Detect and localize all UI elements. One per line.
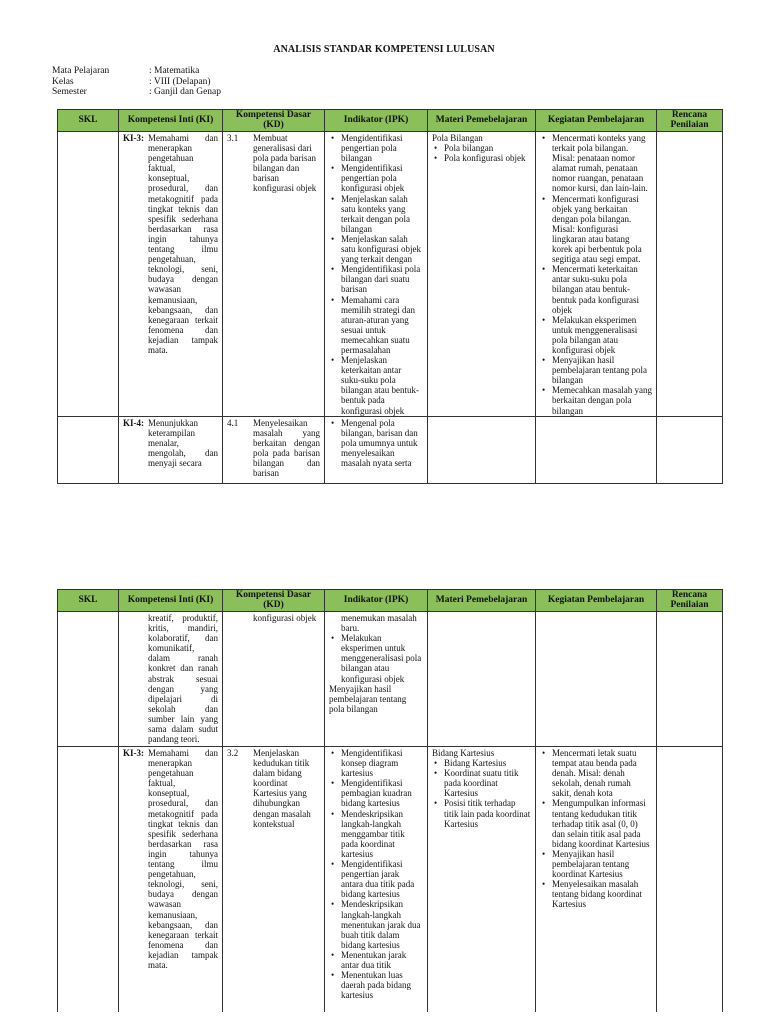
materi-list: [432, 143, 531, 163]
materi-cell: [428, 416, 536, 478]
meta-row-semester: [52, 87, 221, 98]
list-item: • Menyelesaikan masalah tentang bidang koordinat Kartesius: [540, 879, 652, 909]
table-header-row: [58, 110, 723, 132]
penilaian-cell: [657, 416, 723, 478]
skl-cell: [58, 612, 119, 747]
ki-text: Menunjukkan keterampilan menalar, mengolah, dan menyaji secara: [148, 417, 218, 468]
list-item: • Memecahkan masalah yang berkaitan dengan pola bilangan: [540, 385, 652, 415]
penilaian-cell: [657, 132, 723, 417]
list-item: • Mengidentifikasi pengertian pola konfigurasi objek: [329, 163, 423, 193]
ki-cell: [119, 612, 223, 747]
ki-text: kreatif, produktif, kritis, mandiri, kolaboratif, dan komunikatif, dalam ranah konkret dan ranah abstrak sesuai dengan yang dipelajari di sekolah dan sumber lain yang sama dalam sudut pandang teori.: [148, 613, 218, 745]
ipk-cell: [325, 612, 428, 747]
list-item: • Mengidentifikasi pembagian kuadran bidang kartesius: [329, 778, 423, 808]
ipk-list: [329, 133, 423, 416]
kd-number: 4.1: [227, 417, 239, 428]
kegiatan-cell: [536, 132, 657, 417]
ipk-list: [329, 748, 423, 1000]
list-item: • Menyajikan hasil pembelajaran tentang koordinat Kartesius: [540, 849, 652, 879]
ki-cell: [119, 747, 223, 1012]
list-item: • Pola konfigurasi objek: [432, 153, 531, 163]
header-ipk: Indikator (IPK): [325, 110, 428, 132]
ki-code: KI-4:: [123, 417, 144, 428]
list-item: • Melakukan eksperimen untuk menggeneralisasi pola bilangan atau konfigurasi objek: [540, 315, 652, 355]
table-header-row: [58, 590, 723, 612]
list-item: • Memahami cara memilih strategi dan aturan-aturan yang sesuai untuk memecahkan suatu permasalahan: [329, 295, 423, 356]
meta-row-subject: [52, 66, 221, 77]
kegiatan-list: [540, 133, 652, 416]
kd-cell: [223, 416, 325, 478]
meta-label: Kelas: [52, 76, 74, 87]
skl-table: [57, 589, 723, 1012]
list-item: • Mencermati konteks yang terkait pola bilangan. Misal: penataan nomor alamat rumah, penataan nomor ruangan, penataan nomor kursi, dan lain-lain.: [540, 133, 652, 194]
meta-value: : Matematika: [149, 66, 200, 76]
materi-cell: [428, 132, 536, 417]
kegiatan-cell: [536, 747, 657, 1012]
meta-value: : VIII (Delapan): [149, 76, 211, 87]
materi-title: Pola Bilangan: [432, 133, 483, 143]
header-kd: Kompetensi Dasar (KD): [223, 590, 325, 612]
ki-cell: [119, 416, 223, 478]
ipk-note: Menyajikan hasil pembelajaran tentang pola bilangan: [329, 683, 407, 714]
ipk-continuation: menemukan masalah baru.: [341, 613, 417, 634]
materi-cell: [428, 747, 536, 1012]
header-kegiatan: Kegiatan Pembelajaran: [536, 590, 657, 612]
ipk-cell: [325, 132, 428, 417]
kd-text: Menjelaskan kedudukan titik dalam bidang koordinat Kartesius yang dihubungkan dengan masalah kontekstual: [253, 748, 311, 829]
ki-text: Memahami dan menerapkan pengetahuan faktual, konseptual, prosedural, dan metakognitif pada tingkat teknis dan spesifik sederhana berdasarkan rasa ingin tahunya tentang ilmu pengetahuan, teknologi, seni, budaya dengan wawasan kemanusiaan, kebangsaan, dan kenegaraan terkait fenomena dan kejadian tampak mata.: [148, 748, 218, 970]
kd-text: Menyelesaikan masalah yang berkaitan dengan pola pada barisan bilangan dan barisan: [253, 417, 320, 479]
kd-text: Membuat generalisasi dari pola pada barisan bilangan dan barisan konfigurasi objek: [253, 133, 317, 194]
list-item: • Pola bilangan: [432, 143, 531, 153]
materi-cell: [428, 612, 536, 747]
kd-cell: [223, 132, 325, 417]
header-penilaian: Rencana Penilaian: [657, 110, 723, 132]
penilaian-cell: [657, 747, 723, 1012]
list-item: • Mengidentifikasi pola bilangan dari suatu barisan: [329, 264, 423, 294]
materi-list: [432, 758, 531, 829]
ki-text: Memahami dan menerapkan pengetahuan faktual, konseptual, prosedural, dan metakognitif pada tingkat teknis dan spesifik sederhana berdasarkan rasa ingin tahunya tentang ilmu pengetahuan, teknologi, seni, budaya dengan wawasan kemanusiaan, kebangsaan, dan kenegaraan terkait fenomena dan kejadian tampak mata.: [148, 133, 218, 355]
kegiatan-cell: [536, 612, 657, 747]
header-ipk: Indikator (IPK): [325, 590, 428, 612]
document-title: ANALISIS STANDAR KOMPETENSI LULUSAN: [273, 44, 495, 55]
header-penilaian: Rencana Penilaian: [657, 590, 723, 612]
list-item: • Mendeskripsikan langkah-langkah menggambar titik pada koordinat kartesius: [329, 809, 423, 859]
kegiatan-list: [540, 748, 652, 910]
table-row: [58, 612, 723, 747]
kd-cell: [223, 612, 325, 747]
meta-label: Semester: [52, 87, 87, 97]
header-skl: SKL: [58, 110, 119, 132]
header-materi: Materi Pemebelajaran: [428, 590, 536, 612]
ipk-cell: [325, 416, 428, 478]
list-item: • Mengumpulkan informasi tentang kedudukan titik terhadap titik asal (0, 0) dan selain titik asal pada bidang koordinat Kartesius: [540, 798, 652, 848]
table-row: [58, 416, 723, 478]
skl-table: [57, 109, 723, 484]
list-item: • Menentukan jarak antar dua titik: [329, 950, 423, 970]
header-ki: Kompetensi Inti (KI): [119, 110, 223, 132]
skl-table-page-2: [57, 589, 722, 1012]
list-item: • Mencermati letak suatu tempat atau benda pada denah. Misal: denah sekolah, denah rumah sakit, denah kota: [540, 748, 652, 798]
list-item: • Mencermati keterkaitan antar suku-suku pola bilangan atau bentuk-bentuk pada konfigurasi objek: [540, 264, 652, 314]
header-skl: SKL: [58, 590, 119, 612]
list-item: • Bidang Kartesius: [432, 758, 531, 768]
ipk-cell: [325, 747, 428, 1012]
ipk-list: [329, 633, 423, 683]
header-ki: Kompetensi Inti (KI): [119, 590, 223, 612]
list-item: • Posisi titik terhadap titik lain pada koordinat Kartesius: [432, 798, 531, 828]
meta-row-class: [52, 77, 221, 88]
list-item: • Menyajikan hasil pembelajaran tentang pola bilangan: [540, 355, 652, 385]
list-item: • Mengidentifikasi konsep diagram kartesius: [329, 748, 423, 778]
list-item: • Melakukan eksperimen untuk menggeneralisasi pola bilangan atau konfigurasi objek: [329, 633, 423, 683]
ki-code: KI-3:: [123, 133, 144, 143]
penilaian-cell: [657, 612, 723, 747]
meta-label: Mata Pelajaran: [52, 66, 110, 76]
meta-value: : Ganjil dan Genap: [149, 87, 222, 97]
skl-cell: [58, 747, 119, 1012]
list-item: • Menentukan luas daerah pada bidang kartesius: [329, 970, 423, 1000]
table-bottom-edge: [58, 478, 723, 484]
list-item: • Mengidentifikasi pengertian jarak antara dua titik pada bidang kartesius: [329, 859, 423, 899]
ki-code: KI-3:: [123, 748, 144, 758]
materi-title: Bidang Kartesius: [432, 748, 495, 758]
list-item: • Menjelaskan salah satu konfigurasi objek yang terkait dengan: [329, 234, 423, 264]
ki-cell: [119, 132, 223, 417]
list-item: • Mendeskripsikan langkah-langkah menentukan jarak dua buah titik dalam bidang kartesius: [329, 899, 423, 949]
skl-cell: [58, 416, 119, 478]
list-item: • Menjelaskan keterkaitan antar suku-suku pola bilangan atau bentuk-bentuk pada konfigurasi objek: [329, 355, 423, 416]
kegiatan-cell: [536, 416, 657, 478]
list-item: • Koordinat suatu titik pada koordinat Kartesius: [432, 768, 531, 798]
ipk-list: [329, 418, 423, 468]
header-kd: Kompetensi Dasar (KD): [223, 110, 325, 132]
list-item: • Mengidentifikasi pengertian pola bilangan: [329, 133, 423, 163]
table-row: [58, 747, 723, 1012]
kd-number: 3.1: [227, 133, 239, 143]
list-item: • Mengenal pola bilangan, barisan dan pola umumnya untuk menyelesaikan masalah nyata serta: [329, 418, 423, 468]
kd-text: konfigurasi objek: [253, 613, 317, 623]
kd-cell: [223, 747, 325, 1012]
skl-cell: [58, 132, 119, 417]
header-kegiatan: Kegiatan Pembelajaran: [536, 110, 657, 132]
skl-table-page-1: [57, 109, 722, 484]
kd-number: 3.2: [227, 748, 239, 758]
list-item: • Mencermati konfigurasi objek yang berkaitan dengan pola bilangan. Misal: konfigurasi lingkaran atau batang korek api berbentuk pola segitiga atau segi empat.: [540, 194, 652, 265]
table-row: [58, 132, 723, 417]
list-item: • Menjelaskan salah satu konteks yang terkait dengan pola bilangan: [329, 194, 423, 234]
meta-block: [52, 66, 221, 98]
header-materi: Materi Pemebelajaran: [428, 110, 536, 132]
